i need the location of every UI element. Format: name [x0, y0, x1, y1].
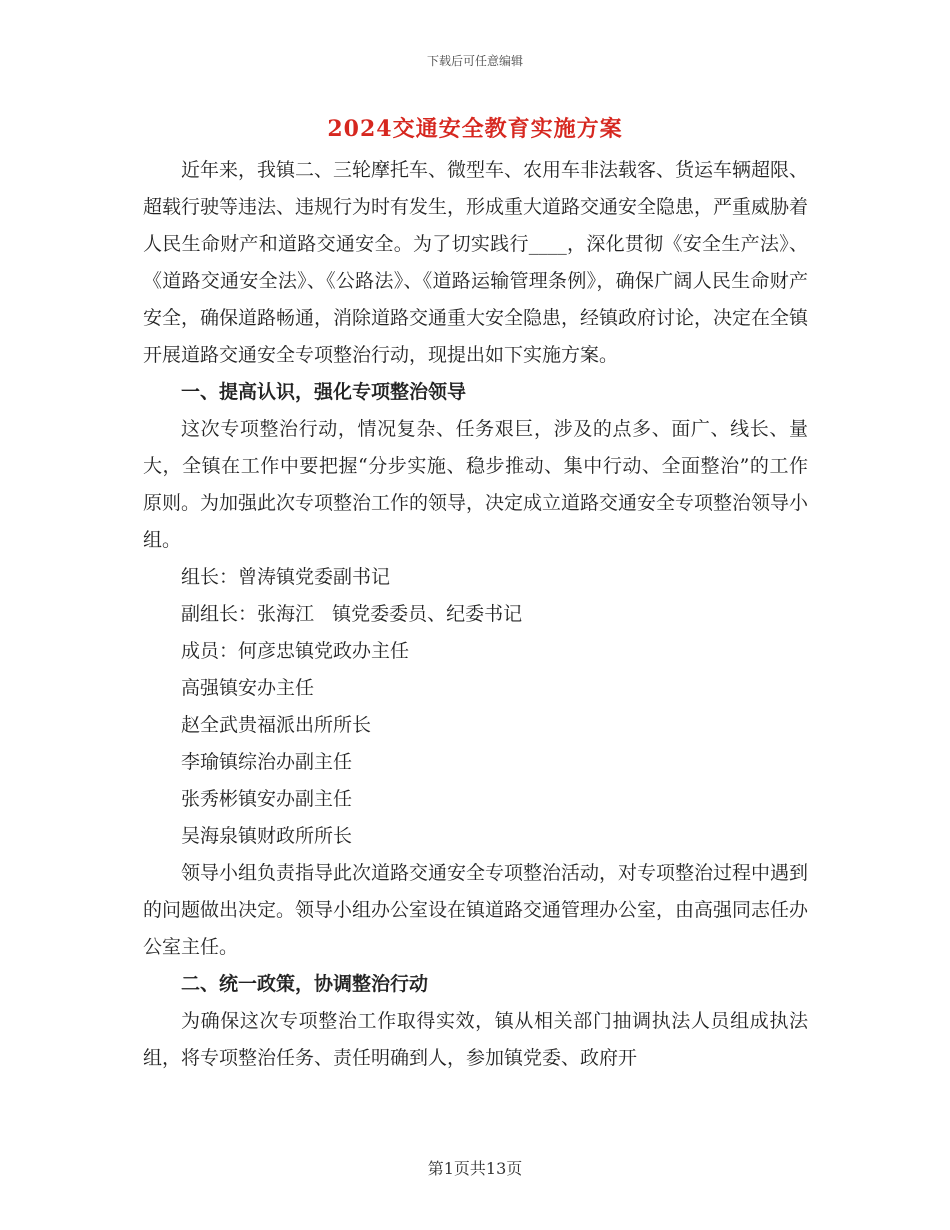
document-title: 2024交通安全教育实施方案 [327, 116, 623, 142]
member-line: 赵全武贵福派出所所长 [181, 714, 372, 736]
page-footer: 第1页共13页 [427, 1159, 523, 1178]
leadership-office-paragraph: 领导小组负责指导此次道路交通安全专项整治活动，对专项整治过程中遇到的问题做出决定。领导小组办公室设在镇道路交通管理办公室，由高强同志任办公室主任。 [143, 862, 809, 958]
document-body [143, 152, 808, 1077]
member-line-members: 成员：何彦忠镇党政办主任 [181, 640, 410, 662]
member-line: 吴海泉镇财政所所长 [181, 825, 353, 847]
member-line: 高强镇安办主任 [181, 677, 315, 699]
member-line: 李瑜镇综治办副主任 [181, 751, 353, 773]
section-heading-1: 一、提高认识，强化专项整治领导 [181, 381, 467, 403]
member-line-leader: 组长：曾涛镇党委副书记 [181, 566, 391, 588]
intro-paragraph: 近年来，我镇二、三轮摩托车、微型车、农用车非法载客、货运车辆超限、超载行驶等违法、违规行为时有发生，形成重大道路交通安全隐患，严重威胁着人民生命财产和道路交通安全。为了切实践行____，深化贯彻《安全生产法》、《道路交通安全法》、《公路法》、《道路运输管理条例》，确保广阔人民生命财产安全，确保道路畅通，消除道路交通重大安全隐患，经镇政府讨论，决定在全镇开展道路交通安全专项整治行动，现提出如下实施方案。 [143, 159, 809, 366]
section-2-paragraph: 为确保这次专项整治工作取得实效，镇从相关部门抽调执法人员组成执法组，将专项整治任务、责任明确到人，参加镇党委、政府开 [143, 1010, 808, 1069]
member-line: 张秀彬镇安办副主任 [181, 788, 353, 810]
header-note: 下载后可任意编辑 [426, 54, 523, 68]
section-heading-2: 二、统一政策，协调整治行动 [181, 973, 429, 995]
member-line-deputy: 副组长：张海江 镇党委委员、纪委书记 [181, 603, 523, 625]
section-1-paragraph: 这次专项整治行动，情况复杂、任务艰巨，涉及的点多、面广、线长、量大，全镇在工作中要把握“分步实施、稳步推动、集中行动、全面整治”的工作原则。为加强此次专项整治工作的领导，决定成立道路交通安全专项整治领导小组。 [143, 418, 809, 551]
